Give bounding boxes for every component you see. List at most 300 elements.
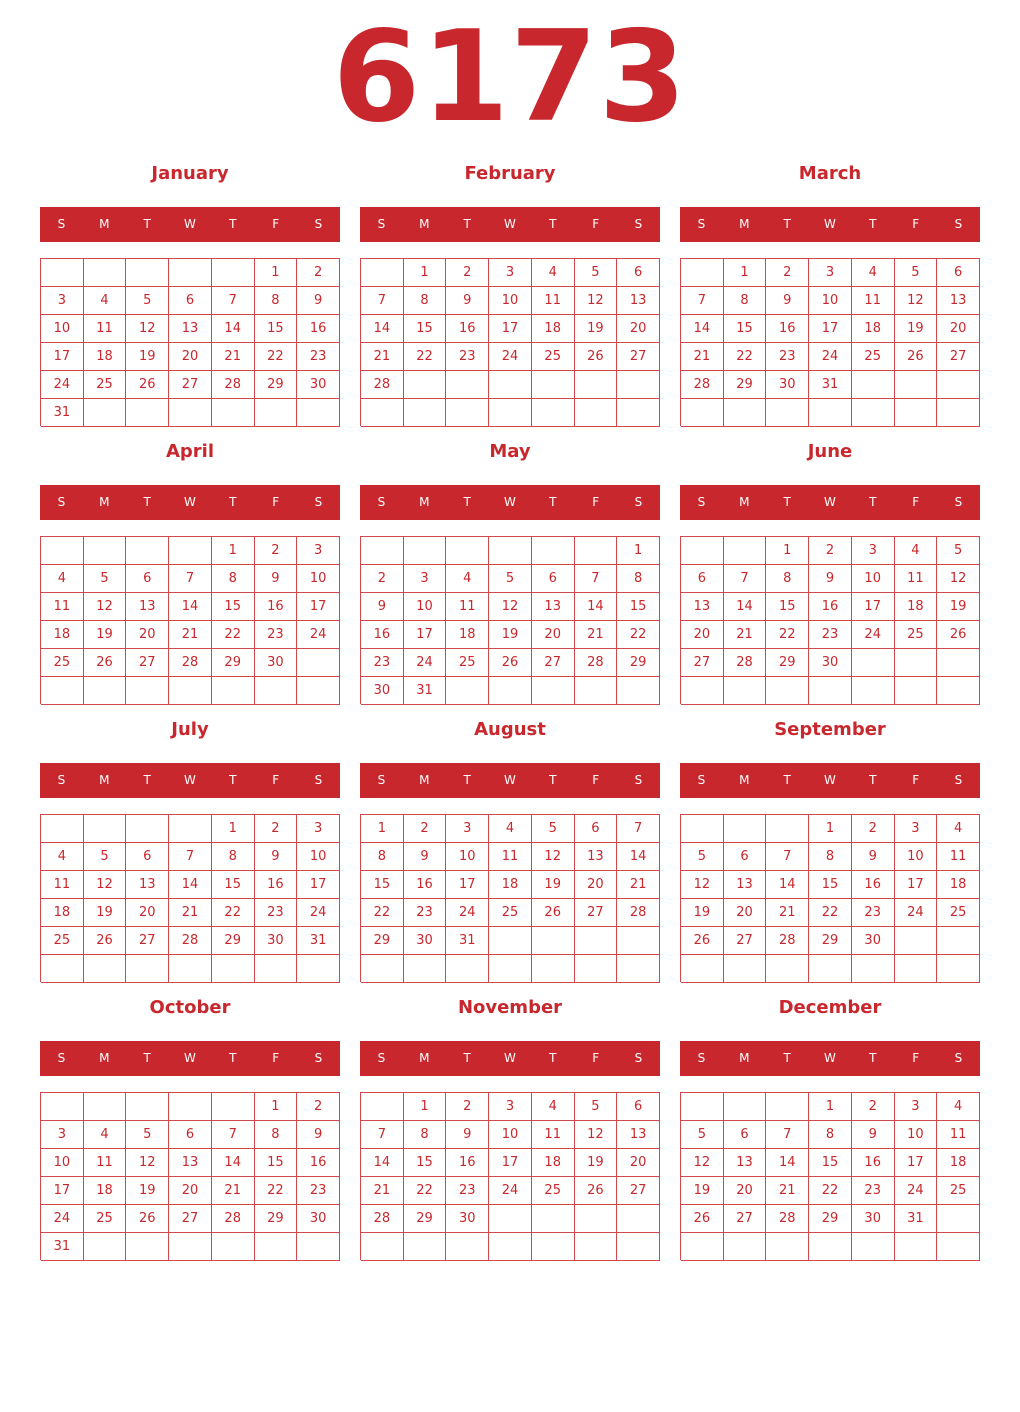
day-cell: 20 — [126, 899, 169, 927]
day-cell: 1 — [809, 815, 852, 843]
empty-cell — [937, 927, 980, 955]
day-cell: 16 — [852, 871, 895, 899]
day-cell: 19 — [681, 1177, 724, 1205]
weekday-label: T — [869, 1051, 877, 1065]
day-cell: 6 — [169, 287, 212, 315]
empty-cell — [404, 371, 447, 399]
day-cell: 26 — [937, 621, 980, 649]
day-cell: 20 — [575, 871, 618, 899]
day-cell: 16 — [809, 593, 852, 621]
weekday-label: T — [549, 773, 557, 787]
day-cell: 28 — [169, 927, 212, 955]
weekday-label: F — [592, 217, 600, 231]
weekday-label: T — [143, 495, 151, 509]
empty-cell — [446, 677, 489, 705]
day-cell: 10 — [297, 843, 340, 871]
day-cell: 26 — [489, 649, 532, 677]
day-cell: 15 — [361, 871, 404, 899]
day-cell: 27 — [617, 343, 660, 371]
day-cell: 6 — [617, 259, 660, 287]
weekday-header — [40, 207, 340, 242]
day-cell: 11 — [84, 315, 127, 343]
day-cell: 9 — [809, 565, 852, 593]
day-cell: 17 — [489, 1149, 532, 1177]
day-cell: 27 — [169, 1205, 212, 1233]
day-cell: 15 — [255, 1149, 298, 1177]
weekday-header — [360, 763, 660, 798]
day-cell: 20 — [169, 1177, 212, 1205]
month-name: February — [464, 163, 556, 184]
empty-cell — [361, 399, 404, 427]
day-cell: 31 — [895, 1205, 938, 1233]
day-cell: 1 — [404, 1093, 447, 1121]
weekday-header — [680, 207, 980, 242]
day-cell: 26 — [895, 343, 938, 371]
day-cell: 17 — [489, 315, 532, 343]
day-cell: 28 — [617, 899, 660, 927]
empty-cell — [126, 815, 169, 843]
day-cell: 4 — [937, 815, 980, 843]
day-cell: 3 — [809, 259, 852, 287]
day-cell: 10 — [489, 1121, 532, 1149]
day-cell: 19 — [575, 315, 618, 343]
empty-cell — [361, 259, 404, 287]
day-cell: 25 — [41, 649, 84, 677]
day-cell: 18 — [41, 899, 84, 927]
day-cell: 10 — [852, 565, 895, 593]
empty-cell — [255, 1233, 298, 1261]
day-cell: 19 — [126, 343, 169, 371]
weekday-label: W — [184, 1051, 196, 1065]
empty-cell — [681, 955, 724, 983]
day-cell: 9 — [446, 1121, 489, 1149]
empty-cell — [617, 927, 660, 955]
weekday-label: F — [912, 1051, 920, 1065]
day-cell: 19 — [532, 871, 575, 899]
day-cell: 25 — [446, 649, 489, 677]
empty-cell — [937, 955, 980, 983]
weekday-label: W — [824, 217, 836, 231]
day-cell: 22 — [809, 1177, 852, 1205]
day-cell: 7 — [361, 1121, 404, 1149]
day-cell: 14 — [169, 871, 212, 899]
month-name: October — [149, 997, 231, 1018]
day-cell: 10 — [809, 287, 852, 315]
day-cell: 23 — [255, 621, 298, 649]
empty-cell — [681, 1233, 724, 1261]
empty-cell — [297, 677, 340, 705]
day-cell: 2 — [446, 259, 489, 287]
day-cell: 2 — [766, 259, 809, 287]
day-cell: 14 — [361, 1149, 404, 1177]
weekday-header — [360, 207, 660, 242]
day-cell: 16 — [361, 621, 404, 649]
day-cell: 30 — [852, 1205, 895, 1233]
weekday-label: W — [504, 773, 516, 787]
day-cell: 22 — [404, 1177, 447, 1205]
day-cell: 4 — [41, 565, 84, 593]
empty-cell — [361, 537, 404, 565]
day-cell: 21 — [681, 343, 724, 371]
day-cell: 16 — [255, 871, 298, 899]
weekday-header — [680, 763, 980, 798]
day-cell: 8 — [724, 287, 767, 315]
empty-cell — [41, 815, 84, 843]
day-cell: 20 — [617, 1149, 660, 1177]
empty-cell — [41, 1093, 84, 1121]
day-cell: 20 — [617, 315, 660, 343]
weekday-label: T — [549, 1051, 557, 1065]
day-cell: 29 — [212, 649, 255, 677]
weekday-label: S — [634, 217, 643, 231]
day-cell: 28 — [766, 927, 809, 955]
empty-cell — [575, 677, 618, 705]
day-cell: 27 — [575, 899, 618, 927]
day-cell: 8 — [255, 287, 298, 315]
day-cell: 14 — [766, 1149, 809, 1177]
empty-cell — [446, 399, 489, 427]
day-cell: 22 — [255, 343, 298, 371]
day-cell: 1 — [361, 815, 404, 843]
day-cell: 6 — [617, 1093, 660, 1121]
day-cell: 16 — [766, 315, 809, 343]
day-cell: 25 — [489, 899, 532, 927]
day-cell: 19 — [575, 1149, 618, 1177]
weekday-header — [40, 1041, 340, 1076]
weekday-label: T — [143, 217, 151, 231]
month-name: May — [489, 441, 531, 462]
day-cell: 25 — [852, 343, 895, 371]
weekday-label: S — [954, 773, 963, 787]
day-cell: 30 — [297, 1205, 340, 1233]
weekday-label: S — [697, 495, 706, 509]
empty-cell — [809, 399, 852, 427]
empty-cell — [724, 1233, 767, 1261]
empty-cell — [766, 677, 809, 705]
day-cell: 22 — [212, 621, 255, 649]
empty-cell — [169, 815, 212, 843]
day-cell: 5 — [532, 815, 575, 843]
empty-cell — [532, 955, 575, 983]
day-cell: 15 — [212, 593, 255, 621]
weekday-header — [360, 485, 660, 520]
day-cell: 24 — [852, 621, 895, 649]
day-cell: 11 — [937, 1121, 980, 1149]
day-cell: 18 — [852, 315, 895, 343]
empty-cell — [212, 399, 255, 427]
day-cell: 29 — [255, 1205, 298, 1233]
day-cell: 24 — [41, 371, 84, 399]
day-cell: 5 — [895, 259, 938, 287]
day-cell: 28 — [212, 1205, 255, 1233]
day-cell: 18 — [937, 1149, 980, 1177]
weekday-label: T — [869, 495, 877, 509]
day-cell: 10 — [446, 843, 489, 871]
day-cell: 6 — [169, 1121, 212, 1149]
day-cell: 7 — [212, 287, 255, 315]
day-cell: 23 — [255, 899, 298, 927]
empty-cell — [446, 1233, 489, 1261]
weekday-label: F — [912, 495, 920, 509]
month-name: July — [171, 719, 209, 740]
day-cell: 17 — [895, 1149, 938, 1177]
day-cell: 8 — [404, 1121, 447, 1149]
empty-cell — [126, 1093, 169, 1121]
day-cell: 2 — [446, 1093, 489, 1121]
weekday-label: W — [824, 773, 836, 787]
day-cell: 27 — [126, 927, 169, 955]
day-cell: 21 — [212, 1177, 255, 1205]
empty-cell — [169, 677, 212, 705]
empty-cell — [895, 399, 938, 427]
weekday-label: T — [463, 1051, 471, 1065]
day-cell: 12 — [84, 593, 127, 621]
day-cell: 12 — [681, 871, 724, 899]
empty-cell — [937, 1205, 980, 1233]
day-cell: 20 — [681, 621, 724, 649]
empty-cell — [169, 399, 212, 427]
day-cell: 24 — [489, 1177, 532, 1205]
day-cell: 26 — [575, 1177, 618, 1205]
empty-cell — [895, 1233, 938, 1261]
empty-cell — [41, 537, 84, 565]
day-cell: 3 — [895, 815, 938, 843]
empty-cell — [852, 1233, 895, 1261]
empty-cell — [617, 677, 660, 705]
empty-cell — [489, 1233, 532, 1261]
empty-cell — [724, 815, 767, 843]
weekday-label: F — [272, 495, 280, 509]
day-cell: 17 — [404, 621, 447, 649]
weekday-label: M — [419, 773, 430, 787]
day-cell: 29 — [361, 927, 404, 955]
weekday-label: S — [314, 217, 323, 231]
empty-cell — [404, 1233, 447, 1261]
empty-cell — [169, 259, 212, 287]
day-cell: 22 — [617, 621, 660, 649]
day-cell: 24 — [895, 1177, 938, 1205]
day-cell: 15 — [809, 1149, 852, 1177]
day-cell: 26 — [126, 371, 169, 399]
day-cell: 15 — [766, 593, 809, 621]
day-cell: 26 — [84, 649, 127, 677]
weekday-label: M — [419, 217, 430, 231]
empty-cell — [255, 677, 298, 705]
day-cell: 21 — [169, 899, 212, 927]
empty-cell — [84, 955, 127, 983]
empty-cell — [84, 1233, 127, 1261]
day-cell: 28 — [361, 371, 404, 399]
day-cell: 22 — [809, 899, 852, 927]
month-name: April — [165, 441, 215, 462]
weekday-label: S — [377, 1051, 386, 1065]
empty-cell — [84, 537, 127, 565]
day-grid — [40, 258, 340, 426]
day-cell: 7 — [212, 1121, 255, 1149]
day-cell: 23 — [297, 343, 340, 371]
day-cell: 10 — [41, 315, 84, 343]
day-cell: 17 — [41, 343, 84, 371]
empty-cell — [575, 537, 618, 565]
empty-cell — [575, 371, 618, 399]
empty-cell — [212, 1233, 255, 1261]
day-cell: 3 — [446, 815, 489, 843]
day-cell: 4 — [41, 843, 84, 871]
weekday-label: T — [229, 217, 237, 231]
empty-cell — [532, 677, 575, 705]
day-grid — [360, 258, 660, 426]
day-cell: 5 — [681, 1121, 724, 1149]
day-cell: 10 — [297, 565, 340, 593]
weekday-label: T — [463, 217, 471, 231]
day-cell: 29 — [809, 927, 852, 955]
day-cell: 1 — [212, 815, 255, 843]
day-cell: 9 — [446, 287, 489, 315]
weekday-label: T — [549, 495, 557, 509]
empty-cell — [212, 259, 255, 287]
empty-cell — [41, 955, 84, 983]
day-grid — [360, 814, 660, 982]
day-cell: 17 — [446, 871, 489, 899]
day-cell: 28 — [212, 371, 255, 399]
day-cell: 25 — [937, 899, 980, 927]
day-cell: 29 — [212, 927, 255, 955]
weekday-label: T — [229, 1051, 237, 1065]
day-cell: 14 — [169, 593, 212, 621]
day-cell: 13 — [681, 593, 724, 621]
weekday-label: S — [377, 773, 386, 787]
day-cell: 5 — [84, 843, 127, 871]
empty-cell — [532, 927, 575, 955]
day-cell: 27 — [724, 927, 767, 955]
day-cell: 20 — [126, 621, 169, 649]
weekday-label: T — [783, 1051, 791, 1065]
empty-cell — [297, 1233, 340, 1261]
month-name: January — [151, 163, 229, 184]
day-cell: 4 — [446, 565, 489, 593]
weekday-label: T — [229, 495, 237, 509]
day-cell: 9 — [852, 1121, 895, 1149]
day-cell: 12 — [126, 315, 169, 343]
month-name: June — [807, 441, 853, 462]
empty-cell — [575, 399, 618, 427]
day-cell: 12 — [575, 1121, 618, 1149]
weekday-label: S — [634, 773, 643, 787]
day-cell: 26 — [681, 927, 724, 955]
day-cell: 8 — [809, 843, 852, 871]
month-name: September — [774, 719, 886, 740]
empty-cell — [532, 1233, 575, 1261]
day-cell: 19 — [126, 1177, 169, 1205]
day-cell: 18 — [895, 593, 938, 621]
empty-cell — [361, 955, 404, 983]
empty-cell — [937, 399, 980, 427]
day-cell: 28 — [766, 1205, 809, 1233]
day-cell: 1 — [766, 537, 809, 565]
empty-cell — [766, 1233, 809, 1261]
weekday-label: S — [314, 495, 323, 509]
weekday-label: S — [634, 495, 643, 509]
weekday-label: M — [739, 773, 750, 787]
day-cell: 7 — [169, 565, 212, 593]
empty-cell — [724, 1093, 767, 1121]
day-cell: 31 — [41, 1233, 84, 1261]
day-cell: 3 — [895, 1093, 938, 1121]
day-cell: 17 — [809, 315, 852, 343]
day-cell: 13 — [169, 1149, 212, 1177]
day-cell: 1 — [255, 259, 298, 287]
empty-cell — [937, 649, 980, 677]
day-cell: 9 — [255, 843, 298, 871]
day-cell: 2 — [297, 259, 340, 287]
weekday-label: W — [184, 495, 196, 509]
empty-cell — [532, 399, 575, 427]
weekday-label: W — [184, 217, 196, 231]
day-cell: 10 — [404, 593, 447, 621]
day-cell: 1 — [809, 1093, 852, 1121]
day-cell: 31 — [297, 927, 340, 955]
day-grid — [680, 814, 980, 982]
weekday-label: M — [99, 1051, 110, 1065]
day-cell: 9 — [766, 287, 809, 315]
day-cell: 9 — [255, 565, 298, 593]
empty-cell — [84, 259, 127, 287]
day-cell: 11 — [41, 593, 84, 621]
day-cell: 2 — [852, 1093, 895, 1121]
empty-cell — [446, 537, 489, 565]
day-cell: 28 — [724, 649, 767, 677]
day-cell: 23 — [852, 899, 895, 927]
day-cell: 3 — [41, 287, 84, 315]
empty-cell — [126, 955, 169, 983]
day-cell: 23 — [404, 899, 447, 927]
day-cell: 26 — [84, 927, 127, 955]
weekday-label: S — [697, 773, 706, 787]
empty-cell — [575, 1233, 618, 1261]
day-cell: 4 — [84, 1121, 127, 1149]
weekday-label: F — [272, 1051, 280, 1065]
day-cell: 12 — [575, 287, 618, 315]
day-cell: 17 — [297, 871, 340, 899]
empty-cell — [489, 927, 532, 955]
day-cell: 13 — [617, 287, 660, 315]
empty-cell — [404, 955, 447, 983]
day-cell: 8 — [361, 843, 404, 871]
day-cell: 24 — [297, 621, 340, 649]
empty-cell — [297, 399, 340, 427]
day-cell: 2 — [255, 537, 298, 565]
day-cell: 21 — [361, 343, 404, 371]
weekday-label: T — [783, 495, 791, 509]
day-cell: 2 — [852, 815, 895, 843]
empty-cell — [852, 955, 895, 983]
day-cell: 29 — [766, 649, 809, 677]
empty-cell — [361, 1233, 404, 1261]
weekday-label: T — [783, 217, 791, 231]
empty-cell — [489, 371, 532, 399]
day-cell: 15 — [404, 1149, 447, 1177]
empty-cell — [575, 955, 618, 983]
empty-cell — [41, 677, 84, 705]
day-cell: 6 — [126, 565, 169, 593]
day-cell: 7 — [766, 843, 809, 871]
empty-cell — [489, 399, 532, 427]
weekday-header — [40, 763, 340, 798]
empty-cell — [255, 955, 298, 983]
month-name: November — [457, 997, 563, 1018]
day-cell: 19 — [84, 899, 127, 927]
weekday-label: M — [99, 217, 110, 231]
